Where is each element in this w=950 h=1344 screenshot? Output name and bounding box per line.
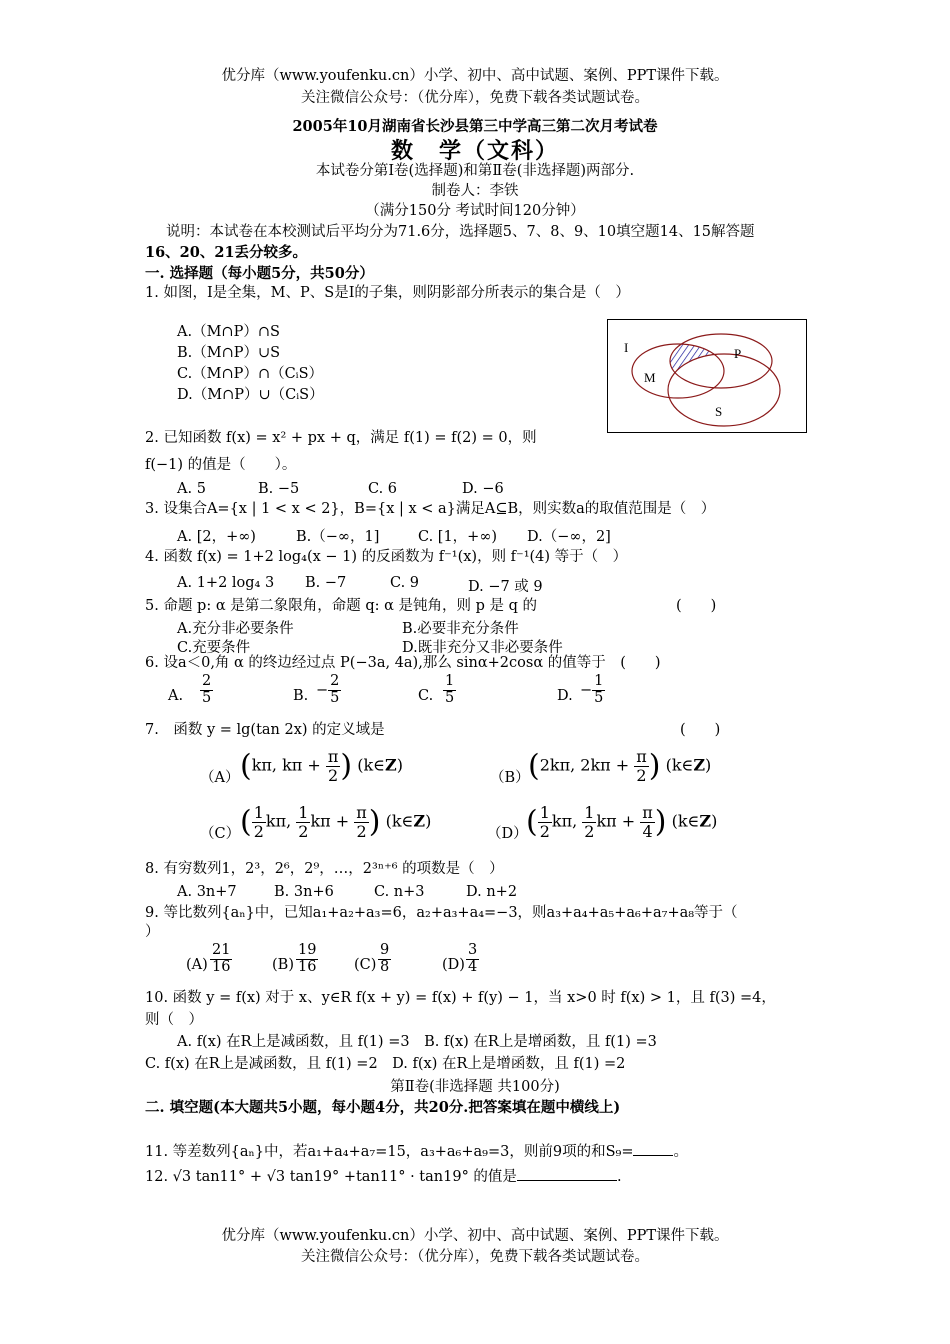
q1-option-d: D.（M∩P）∪（CᵢS）	[177, 387, 324, 403]
q9-stem-2: ）	[145, 924, 160, 940]
q5-option-c: C.充要条件	[177, 640, 251, 656]
q5-option-a: A.充分非必要条件	[177, 621, 294, 637]
header-line-2: 关注微信公众号：（优分库），免费下载各类试题试卷。	[301, 90, 649, 106]
q7-option-b: （B）	[490, 770, 530, 786]
q6-stem: 6. 设a＜0,角 α 的终边经过点 P(−3a, 4a),那么 sinα+2cosα 的值等于 ( )	[145, 655, 661, 671]
q5-stem: 5. 命题 p: α 是第二象限角，命题 q: α 是钝角，则 p 是 q 的	[145, 598, 538, 614]
q6-option-b: B.	[293, 688, 309, 704]
q9-option-d: (D)	[442, 957, 465, 973]
q12-stem	[145, 1166, 622, 1186]
q8-option-d: D. n+2	[466, 884, 518, 900]
q6-option-d: D.	[557, 688, 573, 704]
q9-option-a: (A)	[186, 957, 208, 973]
q10-options-ab: A. f(x) 在R上是减函数，且 f(1) =3 B. f(x) 在R上是增函数，且 f(1) =3	[177, 1034, 657, 1050]
q9-stem: 9. 等比数列{aₙ}中，已知a₁+a₂+a₃=6，a₂+a₃+a₄=−3，则a₃+a₄+a₅+a₆+a₇+a₈等于（	[145, 905, 738, 921]
q8-stem: 8. 有穷数列1，2³，2⁶，2⁹，…，2³ⁿ⁺⁶ 的项数是（ ）	[145, 861, 504, 877]
q6-option-a: A.	[168, 688, 184, 704]
exam-note-line-1: 说明：本试卷在本校测试后平均分为71.6分，选择题5、7、8、9、10填空题14、15解答题	[166, 224, 755, 240]
q1-option-a: A.（M∩P）∩S	[177, 324, 280, 340]
q5-option-d: D.既非充分又非必要条件	[402, 640, 563, 656]
q1-option-b: B.（M∩P）∪S	[177, 345, 281, 361]
venn-label-p: P	[734, 346, 742, 361]
q3-option-d: D.（−∞，2]	[527, 529, 611, 545]
exam-title: 2005年10月湖南省长沙县第三中学高三第二次月考试卷	[292, 118, 658, 135]
q5-option-b: B.必要非充分条件	[402, 621, 519, 637]
exam-subject: 数 学（文科）	[390, 138, 559, 164]
q9-option-c: (C)	[354, 957, 377, 973]
q9-option-b-value: $\frac{19}{16}$	[298, 942, 317, 975]
venn-diagram	[607, 319, 807, 433]
q7-paren: ( )	[680, 722, 721, 738]
fill-section-title: 二. 填空题(本大题共5小题，每小题4分，共20分.把答案填在题中横线上)	[145, 1099, 621, 1116]
venn-label-s: S	[715, 404, 723, 419]
q7-option-d-expr: ( $\frac{1}{2}$ kπ, $\frac{1}{2}$ kπ + $\frac{\pi}{4}$ ) (k∈Z)	[526, 803, 718, 841]
q7-option-b-expr: (2kπ, 2kπ + $\frac{\pi}{2}$ ) (k∈Z)	[528, 747, 712, 785]
section-2-title: 第Ⅱ卷(非选择题 共100分)	[390, 1079, 560, 1095]
venn-label-m: M	[644, 370, 656, 385]
q4-option-d: D. −7 或 9	[468, 579, 543, 595]
venn-circle-s	[668, 354, 780, 426]
venn-label-i: I	[624, 340, 629, 355]
q11-text: 11. 等差数列{aₙ}中，若a₁+a₄+a₇=15，a₃+a₆+a₉=3，则前9项的和S₉=	[145, 1144, 634, 1160]
exam-author: 制卷人：李铁	[431, 183, 519, 199]
q7-option-c: （C）	[200, 826, 241, 842]
q8-option-c: C. n+3	[374, 884, 425, 900]
q3-option-a: A. [2，+∞)	[177, 529, 256, 545]
q2-option-b: B. −5	[258, 481, 300, 497]
q7-option-a: （A）	[200, 770, 240, 786]
q9-option-d-value: $\frac{3}{4}$	[468, 942, 478, 975]
q2-option-a: A. 5	[177, 481, 206, 497]
q6-option-d-value: − $\frac{1}{5}$	[580, 673, 604, 706]
q12-answer-blank[interactable]	[517, 1166, 617, 1181]
exam-info: 本试卷分第Ⅰ卷(选择题)和第Ⅱ卷(非选择题)两部分.	[315, 163, 635, 179]
q10-options-cd: C. f(x) 在R上是减函数，且 f(1) =2 D. f(x) 在R上是增函数，且 f(1) =2	[145, 1056, 626, 1072]
exam-note-line-2: 16、20、21丢分较多。	[145, 244, 308, 261]
q8-option-b: B. 3n+6	[274, 884, 334, 900]
venn-svg	[608, 320, 806, 432]
q2-option-c: C. 6	[368, 481, 398, 497]
q5-paren: ( )	[676, 598, 717, 614]
q3-option-b: B.（−∞，1]	[296, 529, 380, 545]
q2-stem-2: f(−1) 的值是（ ）。	[145, 457, 297, 473]
q2-option-d: D. −6	[462, 481, 504, 497]
q4-option-c: C. 9	[390, 575, 420, 591]
q7-option-c-expr: ( $\frac{1}{2}$ kπ, $\frac{1}{2}$ kπ + $\frac{\pi}{2}$ ) (k∈Z)	[240, 803, 432, 841]
q12-end: .	[616, 1169, 622, 1185]
exam-score-time: （满分150分 考试时间120分钟）	[365, 203, 585, 219]
q6-option-c: C.	[418, 688, 434, 704]
q7-option-a-expr: (kπ, kπ + $\frac{\pi}{2}$ ) (k∈Z)	[240, 747, 403, 785]
q6-option-b-value: − $\frac{2}{5}$	[316, 673, 340, 706]
q6-option-a-value: $\frac{2}{5}$	[202, 673, 212, 706]
q3-option-c: C. [1，+∞)	[418, 529, 498, 545]
footer-line-2: 关注微信公众号：（优分库），免费下载各类试题试卷。	[301, 1249, 649, 1265]
q6-option-c-value: $\frac{1}{5}$	[445, 673, 455, 706]
q7-stem: 7. 函数 y = lg(tan 2x) 的定义域是	[145, 722, 385, 738]
q11-end: 。	[673, 1144, 688, 1160]
q7-option-d: （D）	[487, 826, 528, 842]
footer-line-1: 优分库（www.youfenku.cn）小学、初中、高中试题、案例、PPT课件下载。	[221, 1228, 729, 1244]
q9-option-a-value: $\frac{21}{16}$	[212, 942, 231, 975]
q4-stem: 4. 函数 f(x) = 1+2 log₄(x − 1) 的反函数为 f⁻¹(x)，则 f⁻¹(4) 等于（ ）	[145, 549, 628, 565]
q9-option-c-value: $\frac{9}{8}$	[380, 942, 390, 975]
header-line-1: 优分库（www.youfenku.cn）小学、初中、高中试题、案例、PPT课件下载。	[221, 68, 729, 84]
q4-option-b: B. −7	[305, 575, 347, 591]
section-1-title: 一. 选择题（每小题5分，共50分）	[145, 265, 374, 282]
q12-text: 12. √3 tan11° + √3 tan19° +tan11° · tan19° 的值是	[145, 1169, 517, 1185]
q9-option-b: (B)	[272, 957, 294, 973]
q4-option-a: A. 1+2 log₄ 3	[177, 575, 275, 591]
q3-stem: 3. 设集合A={x | 1 < x < 2}，B={x | x < a}满足A⊆B，则实数a的取值范围是（ ）	[145, 501, 716, 517]
q11-answer-blank[interactable]	[633, 1141, 673, 1156]
q8-option-a: A. 3n+7	[177, 884, 237, 900]
q10-stem: 10. 函数 y = f(x) 对于 x、y∈R f(x + y) = f(x) + f(y) − 1，当 x>0 时 f(x) > 1，且 f(3) =4，	[145, 990, 776, 1006]
q10-stem-2: 则（ ）	[145, 1012, 203, 1028]
q11-stem	[145, 1141, 688, 1161]
q2-stem: 2. 已知函数 f(x) = x² + px + q，满足 f(1) = f(2) = 0，则	[145, 430, 537, 446]
q1-option-c: C.（M∩P）∩（CᵢS）	[177, 366, 324, 382]
q1-stem: 1. 如图，I是全集，M、P、S是I的子集，则阴影部分所表示的集合是（ ）	[145, 285, 630, 301]
